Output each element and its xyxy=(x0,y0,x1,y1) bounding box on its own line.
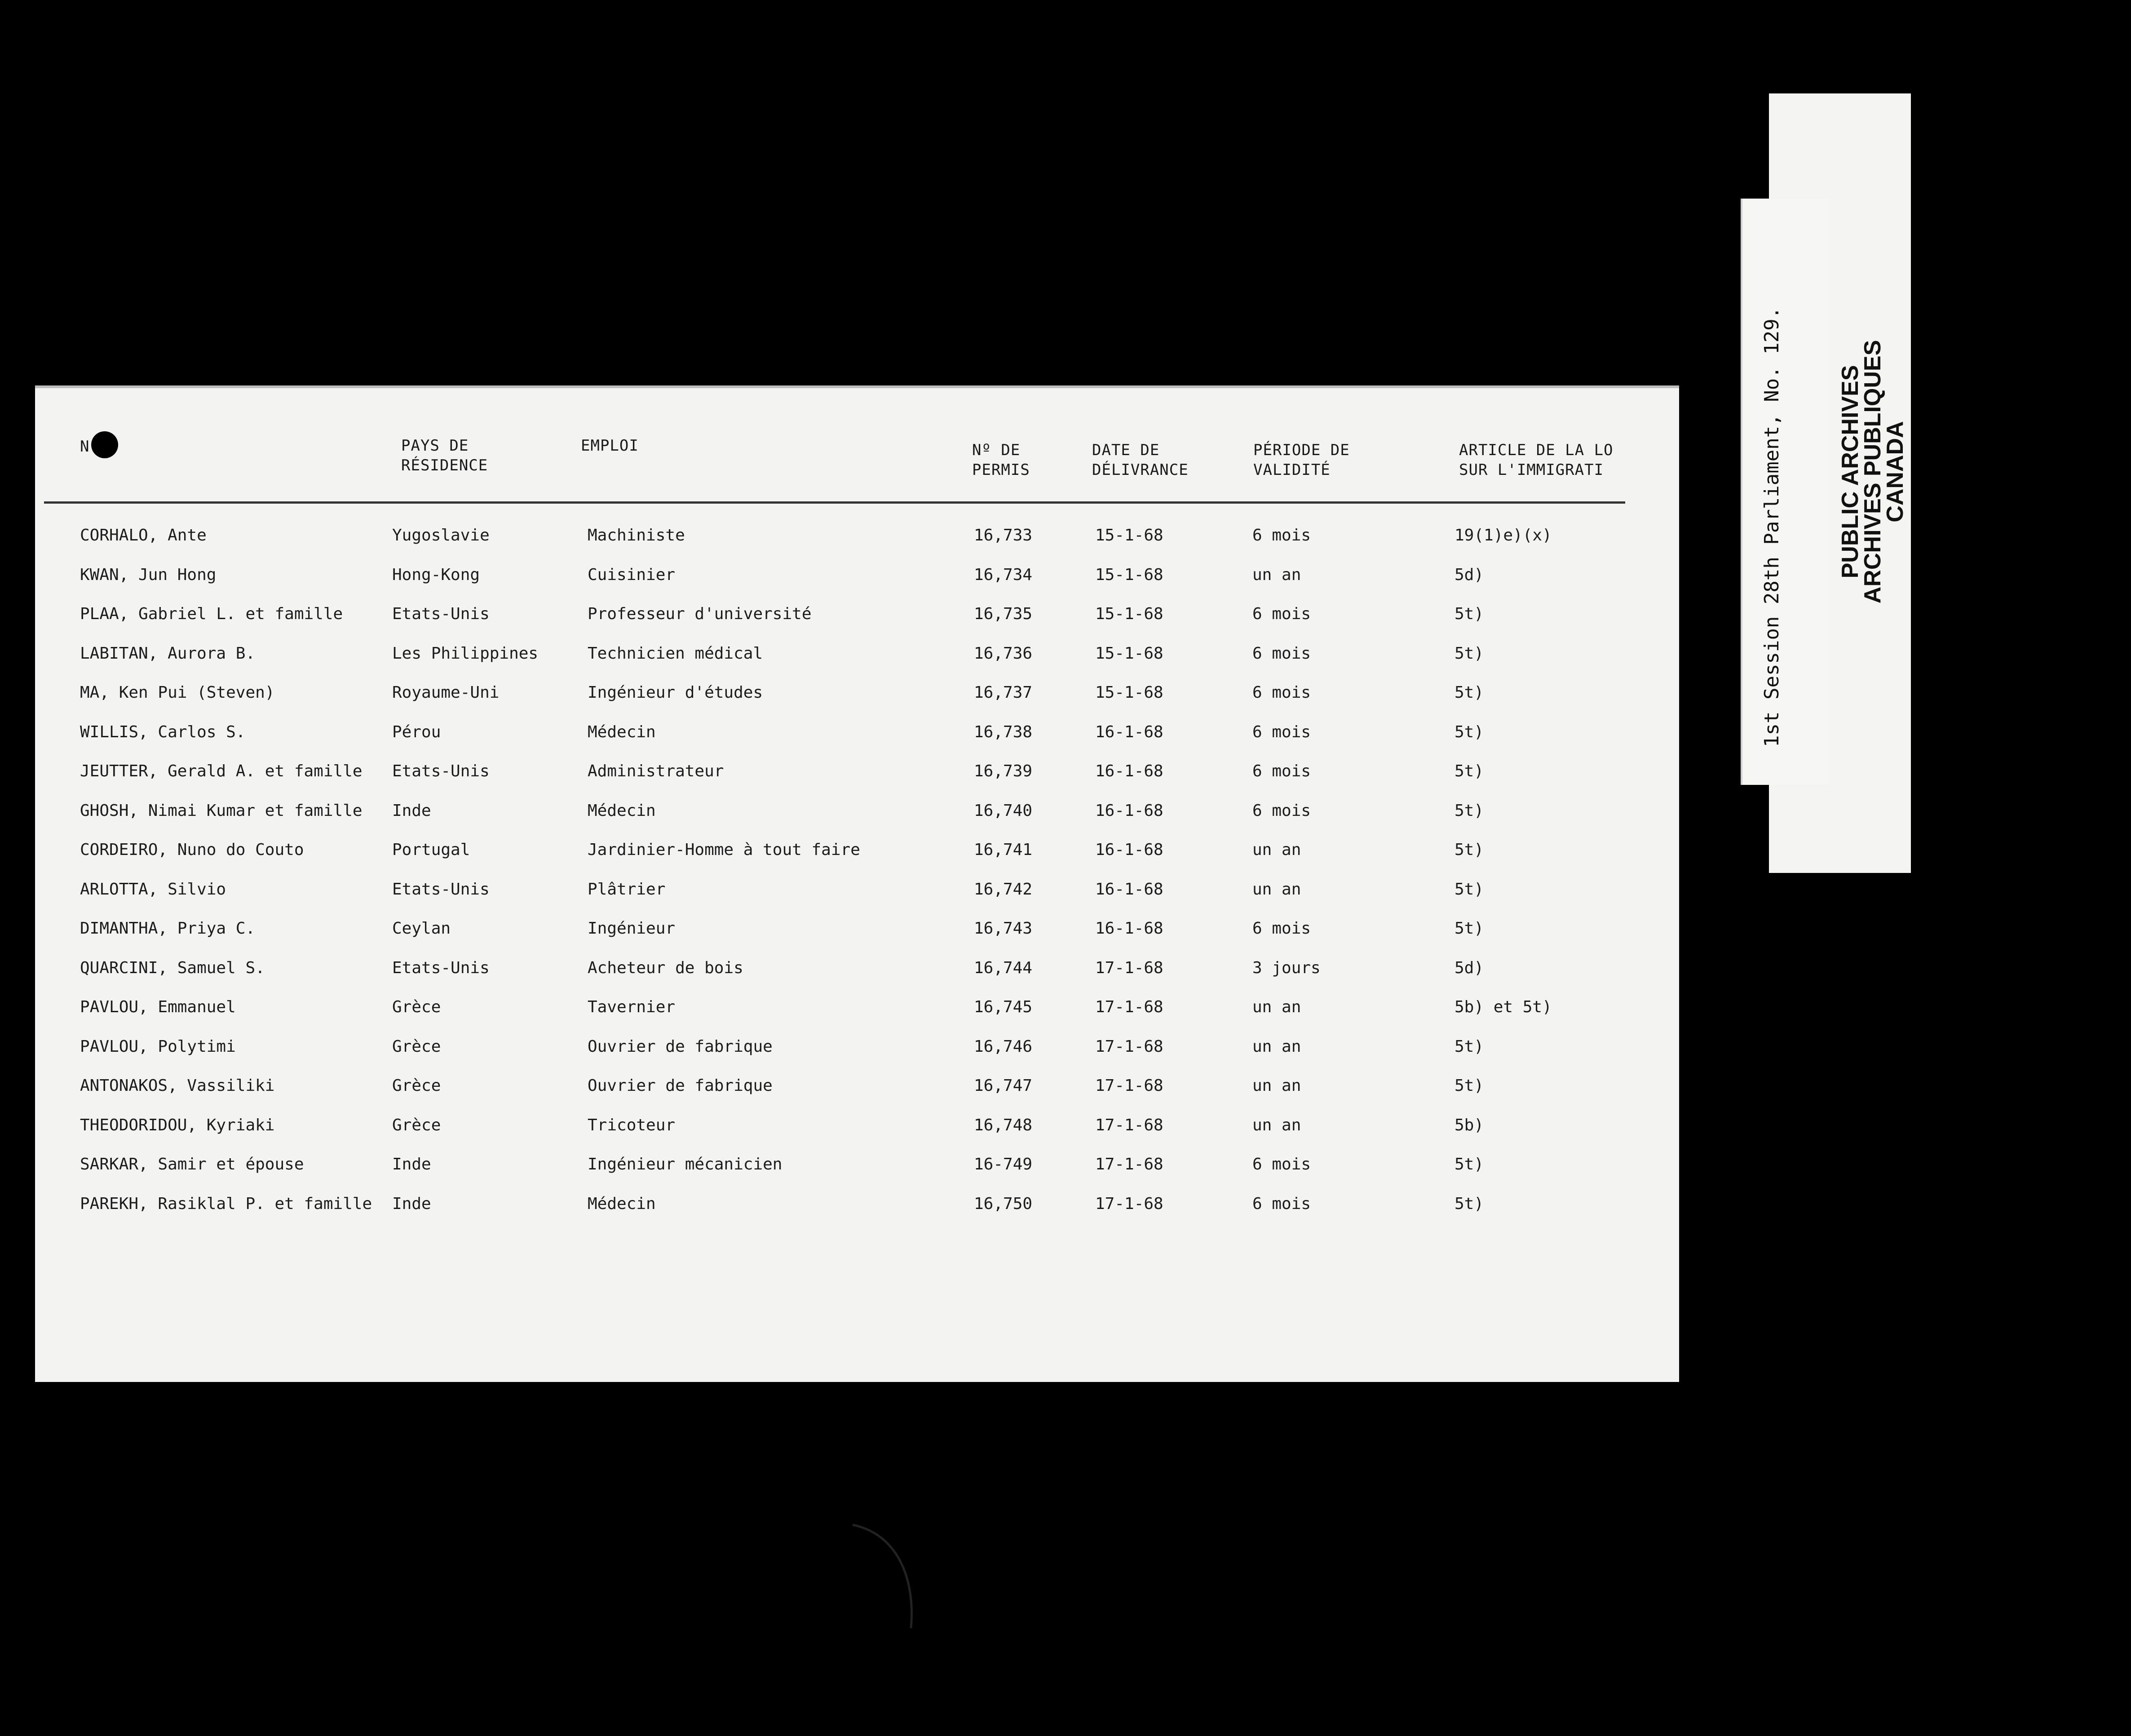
cell-article: 5t) xyxy=(1455,1155,1484,1174)
cell-article: 5t) xyxy=(1455,919,1484,938)
cell-emploi: Cuisinier xyxy=(588,565,676,584)
cell-name: DIMANTHA, Priya C. xyxy=(80,919,256,938)
table-row xyxy=(35,523,1679,562)
header-permis-line: Nº DE xyxy=(972,441,1021,459)
cell-permis: 16,737 xyxy=(974,683,1033,702)
cell-permis: 16,750 xyxy=(974,1194,1033,1213)
cell-date: 17-1-68 xyxy=(1095,1076,1163,1095)
cell-date: 17-1-68 xyxy=(1095,1116,1163,1134)
table-row xyxy=(35,759,1679,798)
header-periode xyxy=(1253,440,1350,480)
cell-article: 5b) xyxy=(1455,1116,1484,1134)
cell-name: ANTONAKOS, Vassiliki xyxy=(80,1076,275,1095)
cell-article: 5d) xyxy=(1455,958,1484,977)
stamp-line: PUBLIC ARCHIVES xyxy=(1837,365,1863,579)
cell-periode: 3 jours xyxy=(1252,958,1321,977)
cell-article: 5t) xyxy=(1455,722,1484,741)
cell-article: 5t) xyxy=(1455,841,1484,859)
cell-periode: 6 mois xyxy=(1252,1155,1311,1174)
cell-date: 15-1-68 xyxy=(1095,644,1163,663)
document-sheet xyxy=(35,385,1679,1382)
cell-name: PLAA, Gabriel L. et famille xyxy=(80,605,343,623)
stamp-line: ARCHIVES PUBLIQUES xyxy=(1860,340,1886,604)
cell-date: 15-1-68 xyxy=(1095,526,1163,545)
cell-periode: 6 mois xyxy=(1252,1194,1311,1213)
cell-emploi: Ouvrier de fabrique xyxy=(588,1076,773,1095)
cell-name: PAVLOU, Polytimi xyxy=(80,1037,236,1056)
cell-name: GHOSH, Nimai Kumar et famille xyxy=(80,801,363,820)
cell-periode: 6 mois xyxy=(1252,526,1311,545)
cell-permis: 16,743 xyxy=(974,919,1033,938)
archives-stamp xyxy=(1839,332,1906,611)
table-row xyxy=(35,837,1679,877)
cell-permis: 16-749 xyxy=(974,1155,1033,1174)
cell-name: MA, Ken Pui (Steven) xyxy=(80,683,275,702)
cell-date: 15-1-68 xyxy=(1095,683,1163,702)
cell-pays: Etats-Unis xyxy=(392,880,490,899)
cell-periode: 6 mois xyxy=(1252,605,1311,623)
header-date-line: DATE DE xyxy=(1092,441,1160,459)
cell-pays: Pérou xyxy=(392,722,441,741)
cell-pays: Portugal xyxy=(392,841,470,859)
header-periode-line: PÉRIODE DE xyxy=(1253,441,1350,459)
cell-periode: un an xyxy=(1252,1116,1301,1134)
header-permis xyxy=(972,440,1030,480)
table-row xyxy=(35,798,1679,838)
cell-permis: 16,740 xyxy=(974,801,1033,820)
cell-periode: 6 mois xyxy=(1252,919,1311,938)
cell-article: 5t) xyxy=(1455,605,1484,623)
cell-pays: Inde xyxy=(392,801,431,820)
cell-periode: un an xyxy=(1252,1076,1301,1095)
cell-article: 5t) xyxy=(1455,683,1484,702)
cell-pays: Les Philippines xyxy=(392,644,539,663)
cell-name: SARKAR, Samir et épouse xyxy=(80,1155,304,1174)
cell-permis: 16,735 xyxy=(974,605,1033,623)
cell-permis: 16,733 xyxy=(974,526,1033,545)
cell-periode: un an xyxy=(1252,998,1301,1016)
header-date xyxy=(1092,440,1189,480)
cell-article: 5t) xyxy=(1455,644,1484,663)
cell-article: 5b) et 5t) xyxy=(1455,998,1552,1016)
header-article-line: SUR L'IMMIGRATI xyxy=(1459,461,1604,479)
cell-emploi: Médecin xyxy=(588,1194,656,1213)
cell-periode: un an xyxy=(1252,841,1301,859)
header-permis-line: PERMIS xyxy=(972,461,1030,479)
cell-name: KWAN, Jun Hong xyxy=(80,565,217,584)
cell-date: 16-1-68 xyxy=(1095,919,1163,938)
cell-emploi: Ingénieur mécanicien xyxy=(588,1155,783,1174)
cell-emploi: Machiniste xyxy=(588,526,685,545)
cell-permis: 16,744 xyxy=(974,958,1033,977)
cell-name: PAVLOU, Emmanuel xyxy=(80,998,236,1016)
cell-pays: Royaume-Uni xyxy=(392,683,500,702)
cell-date: 15-1-68 xyxy=(1095,565,1163,584)
cell-article: 5d) xyxy=(1455,565,1484,584)
header-pays-line: PAYS DE xyxy=(401,437,469,455)
header-article xyxy=(1459,440,1614,480)
cell-date: 17-1-68 xyxy=(1095,958,1163,977)
table-row xyxy=(35,641,1679,681)
cell-date: 17-1-68 xyxy=(1095,1037,1163,1056)
cell-emploi: Médecin xyxy=(588,801,656,820)
table-row xyxy=(35,602,1679,641)
cell-pays: Hong-Kong xyxy=(392,565,480,584)
cell-name: THEODORIDOU, Kyriaki xyxy=(80,1116,275,1134)
cell-date: 16-1-68 xyxy=(1095,801,1163,820)
cell-periode: 6 mois xyxy=(1252,722,1311,741)
cell-date: 15-1-68 xyxy=(1095,605,1163,623)
cell-emploi: Ingénieur xyxy=(588,919,676,938)
cell-name: QUARCINI, Samuel S. xyxy=(80,958,265,977)
cell-article: 5t) xyxy=(1455,880,1484,899)
session-label: 1st Session 28th Parliament, No. 129. xyxy=(1760,306,1783,747)
cell-permis: 16,746 xyxy=(974,1037,1033,1056)
stamp-line: CANADA xyxy=(1882,421,1908,523)
cell-date: 16-1-68 xyxy=(1095,880,1163,899)
cell-periode: 6 mois xyxy=(1252,762,1311,780)
cell-periode: un an xyxy=(1252,1037,1301,1056)
cell-article: 5t) xyxy=(1455,1194,1484,1213)
cell-date: 16-1-68 xyxy=(1095,841,1163,859)
table-row xyxy=(35,877,1679,917)
cell-periode: 6 mois xyxy=(1252,683,1311,702)
cell-article: 5t) xyxy=(1455,1037,1484,1056)
table-row xyxy=(35,562,1679,602)
cell-permis: 16,747 xyxy=(974,1076,1033,1095)
cell-name: LABITAN, Aurora B. xyxy=(80,644,256,663)
table-row xyxy=(35,720,1679,759)
cell-article: 5t) xyxy=(1455,762,1484,780)
cell-periode: un an xyxy=(1252,565,1301,584)
cell-name: CORHALO, Ante xyxy=(80,526,207,545)
cell-name: PAREKH, Rasiklal P. et famille xyxy=(80,1194,372,1213)
cell-pays: Grèce xyxy=(392,1116,441,1134)
cell-emploi: Tavernier xyxy=(588,998,676,1016)
cell-permis: 16,739 xyxy=(974,762,1033,780)
cell-pays: Yugoslavie xyxy=(392,526,490,545)
cell-date: 16-1-68 xyxy=(1095,722,1163,741)
cell-permis: 16,741 xyxy=(974,841,1033,859)
cell-name: JEUTTER, Gerald A. et famille xyxy=(80,762,363,780)
cell-emploi: Technicien médical xyxy=(588,644,763,663)
cell-pays: Ceylan xyxy=(392,919,451,938)
cell-pays: Grèce xyxy=(392,1076,441,1095)
header-emploi: EMPLOI xyxy=(581,437,639,455)
cell-emploi: Tricoteur xyxy=(588,1116,676,1134)
cell-periode: un an xyxy=(1252,880,1301,899)
table-row xyxy=(35,680,1679,720)
cell-emploi: Ingénieur d'études xyxy=(588,683,763,702)
cell-pays: Etats-Unis xyxy=(392,762,490,780)
paper-speckle-decoration xyxy=(529,1017,1248,1736)
cell-emploi: Administrateur xyxy=(588,762,724,780)
table-row xyxy=(35,916,1679,956)
cell-pays: Etats-Unis xyxy=(392,958,490,977)
cell-name: CORDEIRO, Nuno do Couto xyxy=(80,841,304,859)
cell-date: 17-1-68 xyxy=(1095,1194,1163,1213)
header-pays-line: RÉSIDENCE xyxy=(401,456,488,474)
cell-pays: Inde xyxy=(392,1194,431,1213)
header-pays xyxy=(401,436,488,475)
cell-date: 17-1-68 xyxy=(1095,998,1163,1016)
punch-hole-mark xyxy=(91,431,118,458)
header-name: N xyxy=(80,438,90,456)
cell-article: 19(1)e)(x) xyxy=(1455,526,1552,545)
cell-permis: 16,745 xyxy=(974,998,1033,1016)
cell-name: WILLIS, Carlos S. xyxy=(80,722,246,741)
cell-pays: Inde xyxy=(392,1155,431,1174)
cell-emploi: Jardinier-Homme à tout faire xyxy=(588,841,860,859)
cell-permis: 16,742 xyxy=(974,880,1033,899)
cell-permis: 16,748 xyxy=(974,1116,1033,1134)
cell-periode: 6 mois xyxy=(1252,801,1311,820)
cell-emploi: Plâtrier xyxy=(588,880,666,899)
cell-date: 17-1-68 xyxy=(1095,1155,1163,1174)
cell-pays: Etats-Unis xyxy=(392,605,490,623)
cell-article: 5t) xyxy=(1455,1076,1484,1095)
cell-permis: 16,738 xyxy=(974,722,1033,741)
header-periode-line: VALIDITÉ xyxy=(1253,461,1331,479)
cell-permis: 16,736 xyxy=(974,644,1033,663)
cell-name: ARLOTTA, Silvio xyxy=(80,880,226,899)
header-divider xyxy=(44,501,1625,504)
cell-emploi: Médecin xyxy=(588,722,656,741)
cell-date: 16-1-68 xyxy=(1095,762,1163,780)
cell-pays: Grèce xyxy=(392,1037,441,1056)
header-article-line: ARTICLE DE LA LO xyxy=(1459,441,1614,459)
header-date-line: DÉLIVRANCE xyxy=(1092,461,1189,479)
cell-permis: 16,734 xyxy=(974,565,1033,584)
cell-pays: Grèce xyxy=(392,998,441,1016)
cell-emploi: Ouvrier de fabrique xyxy=(588,1037,773,1056)
table-row xyxy=(35,956,1679,995)
cell-article: 5t) xyxy=(1455,801,1484,820)
cell-emploi: Acheteur de bois xyxy=(588,958,743,977)
cell-emploi: Professeur d'université xyxy=(588,605,812,623)
cell-periode: 6 mois xyxy=(1252,644,1311,663)
